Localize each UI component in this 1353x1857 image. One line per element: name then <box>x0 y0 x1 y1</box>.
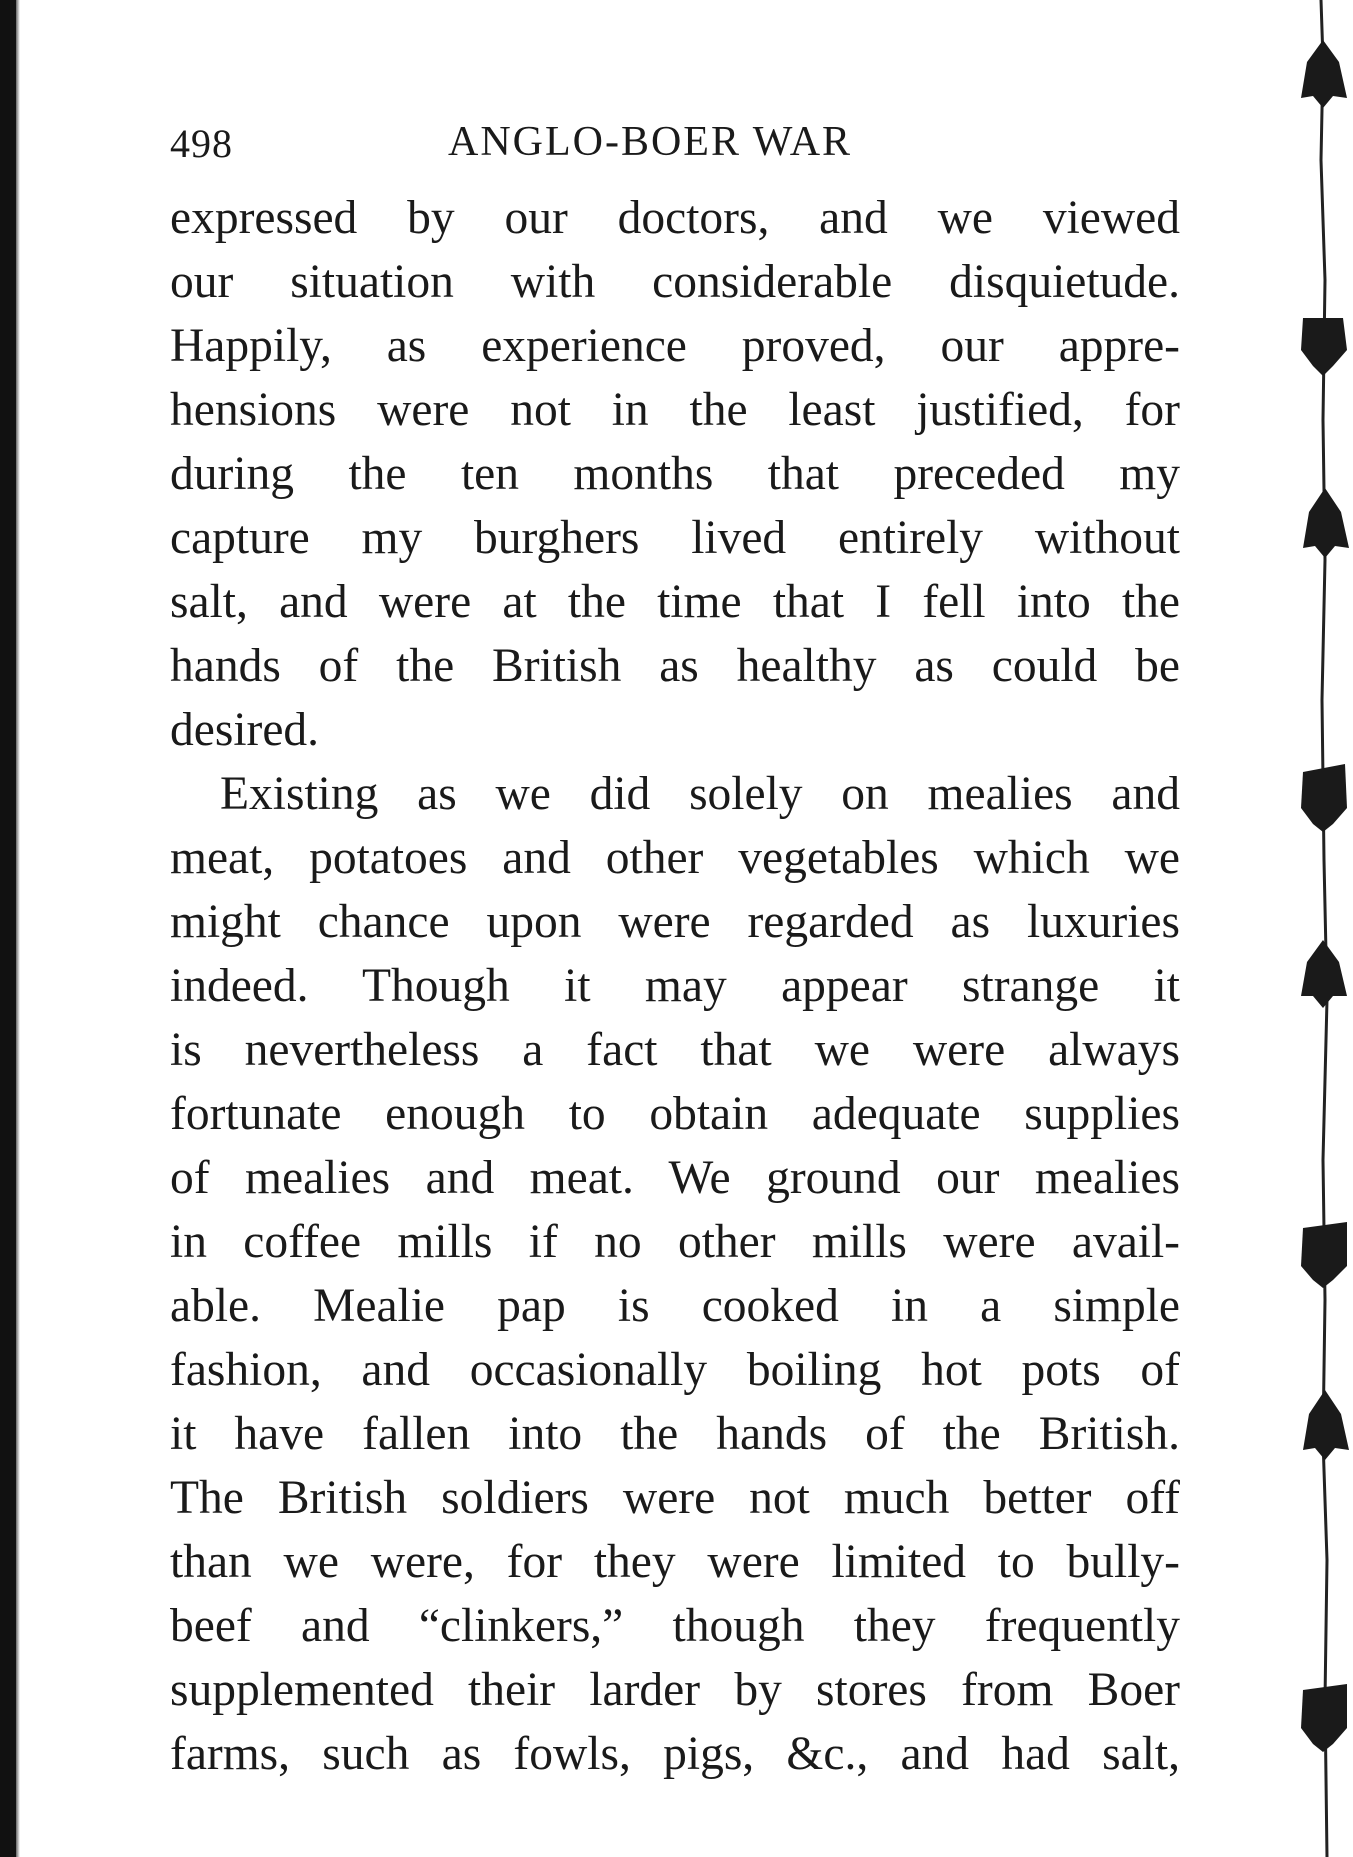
ornament-1 <box>1301 40 1347 108</box>
text-line: hands of the British as healthy as could be <box>170 640 1180 692</box>
text-line: desired. <box>170 704 320 756</box>
text-line: might chance upon were regarded as luxuries <box>170 896 1180 948</box>
text-line: salt, and were at the time that I fell into the <box>170 576 1180 628</box>
text-line: The British soldiers were not much better off <box>170 1472 1180 1524</box>
text-line: supplemented their larder by stores from Boer <box>170 1664 1180 1716</box>
text-line: farms, such as fowls, pigs, &c., and had salt, <box>170 1728 1180 1780</box>
ornament-2 <box>1301 318 1347 376</box>
ornament-3 <box>1303 488 1349 558</box>
ornament-6 <box>1301 1222 1347 1288</box>
ornament-5 <box>1301 940 1347 1008</box>
paragraph-2 <box>170 762 1180 1786</box>
ornament-7 <box>1303 1390 1349 1460</box>
text-line: our situation with considerable disquietude. <box>170 256 1180 308</box>
text-line: is nevertheless a fact that we were always <box>170 1024 1180 1076</box>
text-line: Happily, as experience proved, our appre- <box>170 320 1180 372</box>
text-line: in coffee mills if no other mills were avail- <box>170 1216 1180 1268</box>
ornament-4 <box>1301 764 1347 832</box>
paragraph-1 <box>170 186 1180 762</box>
text-line: capture my burghers lived entirely without <box>170 512 1180 564</box>
text-line: it have fallen into the hands of the British. <box>170 1408 1180 1460</box>
text-line: hensions were not in the least justified, for <box>170 384 1180 436</box>
text-line: than we were, for they were limited to bully- <box>170 1536 1180 1588</box>
running-head: ANGLO-BOER WAR <box>448 119 853 165</box>
page-header <box>170 108 1180 168</box>
text-line: of mealies and meat. We ground our mealies <box>170 1152 1180 1204</box>
text-line: indeed. Though it may appear strange it <box>170 960 1180 1012</box>
text-line: able. Mealie pap is cooked in a simple <box>170 1280 1180 1332</box>
text-line: meat, potatoes and other vegetables which we <box>170 832 1180 884</box>
binding-ornament <box>1243 0 1353 1857</box>
page-number: 498 <box>170 121 233 166</box>
binding-shadow <box>16 0 20 1857</box>
text-line: expressed by our doctors, and we viewed <box>170 192 1180 244</box>
text-line: fortunate enough to obtain adequate supplies <box>170 1088 1180 1140</box>
body-text <box>170 186 1180 1786</box>
text-line: during the ten months that preceded my <box>170 448 1180 500</box>
ornament-8 <box>1301 1684 1347 1752</box>
binding-edge <box>0 0 16 1857</box>
text-line: fashion, and occasionally boiling hot pots of <box>170 1344 1180 1396</box>
text-line: Existing as we did solely on mealies and <box>220 768 1180 820</box>
text-line: beef and “clinkers,” though they frequently <box>170 1600 1180 1652</box>
